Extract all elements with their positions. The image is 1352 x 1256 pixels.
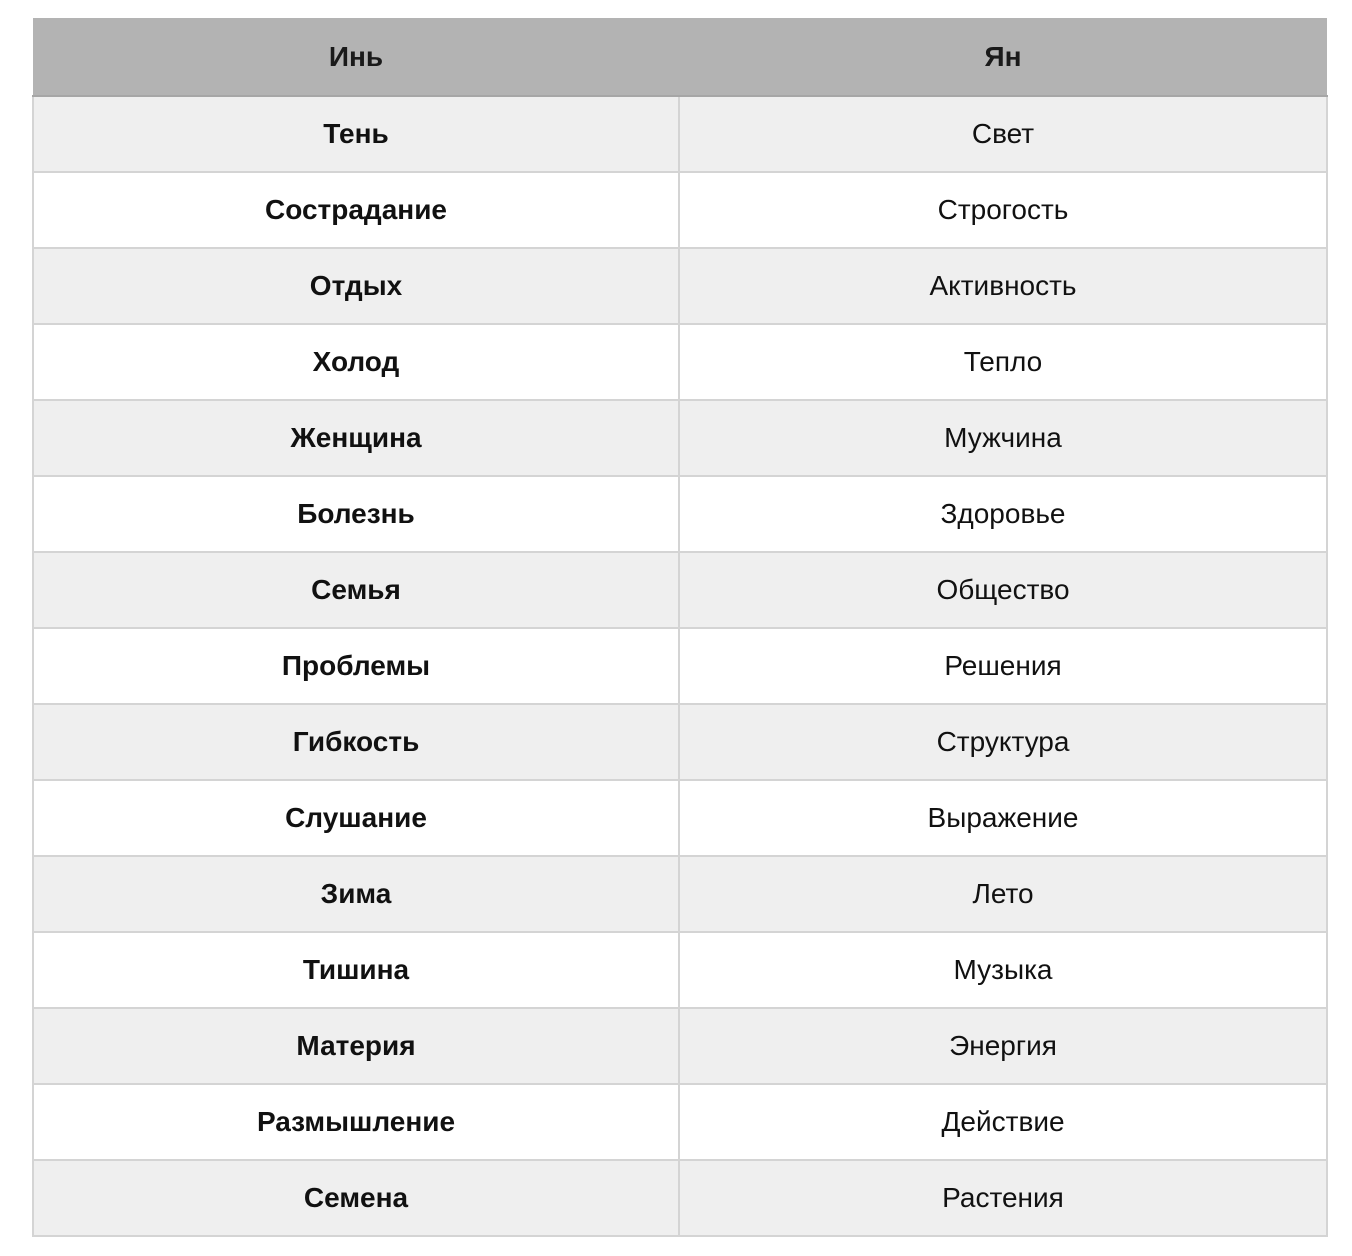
yin-cell: Тень (33, 96, 679, 172)
table-row (33, 704, 1327, 780)
table-row (33, 248, 1327, 324)
header-yin: Инь (33, 18, 679, 96)
yang-cell: Здоровье (679, 476, 1327, 552)
yang-cell: Растения (679, 1160, 1327, 1236)
yin-cell: Семья (33, 552, 679, 628)
table-row (33, 780, 1327, 856)
yin-cell: Отдых (33, 248, 679, 324)
yin-cell: Материя (33, 1008, 679, 1084)
yin-cell: Гибкость (33, 704, 679, 780)
yin-cell: Болезнь (33, 476, 679, 552)
yang-cell: Музыка (679, 932, 1327, 1008)
yin-cell: Тишина (33, 932, 679, 1008)
yang-cell: Строгость (679, 172, 1327, 248)
table-row (33, 96, 1327, 172)
table-row (33, 856, 1327, 932)
table-row (33, 1084, 1327, 1160)
yang-cell: Действие (679, 1084, 1327, 1160)
yang-cell: Структура (679, 704, 1327, 780)
yin-cell: Сострадание (33, 172, 679, 248)
yin-cell: Женщина (33, 400, 679, 476)
table-header (33, 18, 1327, 96)
table-row (33, 400, 1327, 476)
table-row (33, 628, 1327, 704)
table-header-row (33, 18, 1327, 96)
table-row (33, 172, 1327, 248)
table-row (33, 932, 1327, 1008)
yin-cell: Проблемы (33, 628, 679, 704)
yin-cell: Семена (33, 1160, 679, 1236)
yin-cell: Зима (33, 856, 679, 932)
yang-cell: Выражение (679, 780, 1327, 856)
yin-cell: Холод (33, 324, 679, 400)
table-row (33, 324, 1327, 400)
header-yang: Ян (679, 18, 1327, 96)
yang-cell: Тепло (679, 324, 1327, 400)
yang-cell: Энергия (679, 1008, 1327, 1084)
yang-cell: Общество (679, 552, 1327, 628)
table-row (33, 552, 1327, 628)
yin-yang-table (32, 18, 1328, 1237)
table-body (33, 96, 1327, 1236)
yang-cell: Активность (679, 248, 1327, 324)
yang-cell: Лето (679, 856, 1327, 932)
yin-cell: Размышление (33, 1084, 679, 1160)
yin-cell: Слушание (33, 780, 679, 856)
yang-cell: Свет (679, 96, 1327, 172)
table-row (33, 476, 1327, 552)
table-row (33, 1160, 1327, 1236)
yang-cell: Решения (679, 628, 1327, 704)
table-row (33, 1008, 1327, 1084)
yang-cell: Мужчина (679, 400, 1327, 476)
yin-yang-table-container (32, 18, 1326, 1237)
